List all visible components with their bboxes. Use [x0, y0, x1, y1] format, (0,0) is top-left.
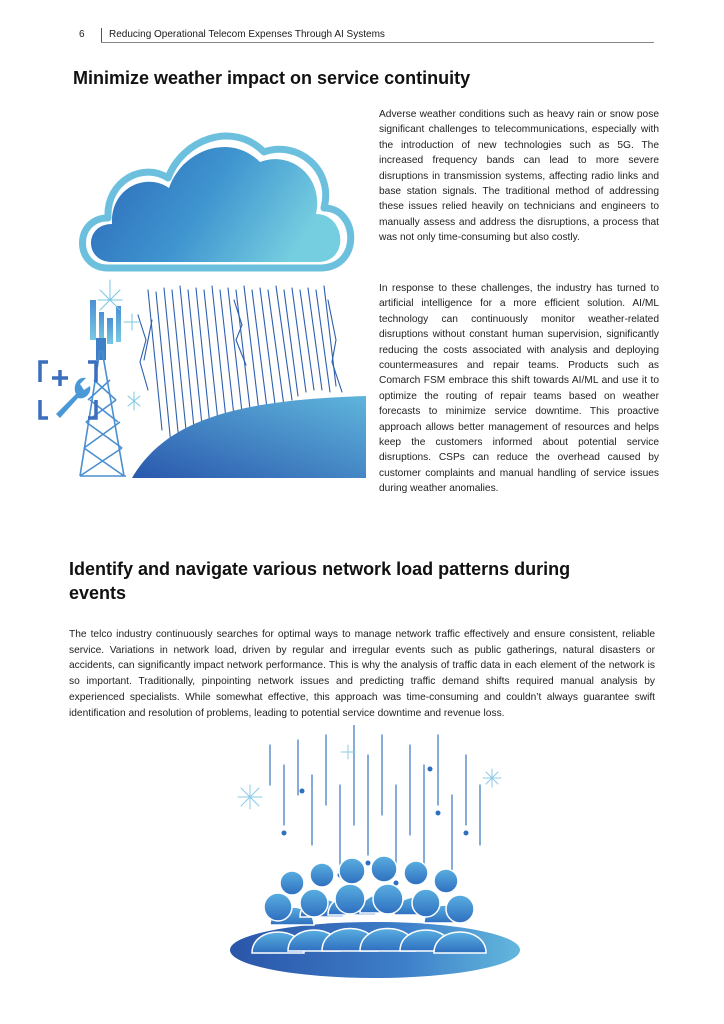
header-rule [101, 42, 654, 43]
weather-paragraph-1: Adverse weather conditions such as heavy rain or snow pose significant challenges to telecommunications, especially with the introduction of new technologies such as 5G. The increased frequency bands can lead to more severe disruptions in transmission systems, affecting radio links and base station signals. The traditional method of addressing these issues relied heavily on technicians and engineers to manually assess and address the disruptions, a process that was not only time-consuming but also costly. [379, 109, 659, 244]
header-separator [101, 28, 102, 43]
section-heading-weather: Minimize weather impact on service continuity [73, 68, 471, 88]
cloud-icon [83, 136, 351, 268]
wrench-icon [40, 362, 96, 418]
data-stream-icon [270, 725, 480, 875]
page-header [79, 28, 654, 44]
cell-tower-icon [80, 280, 140, 476]
page-number: 6 [79, 29, 85, 40]
network-load-paragraph: The telco industry continuously searches for optimal ways to manage network traffic effectively and ensure consistent, reliable service. Variations in network load, driven by regular and irregular events such as public gatherings, natural disasters or accidents, can significantly impact network performance. This is why the analysis of traffic data in each element of the network is so important. Traditionally, pinpointing network issues and predicting traffic demand shifts required manual analysis by experienced specialists. While somewhat effective, this approach was time-consuming and couldn’t always guarantee swift identification and resolution of problems, leading to potential service downtime and revenue loss. [69, 629, 655, 719]
running-title: Reducing Operational Telecom Expenses Through AI Systems [109, 29, 385, 40]
weather-illustration [36, 100, 366, 484]
crowd-illustration [230, 725, 520, 980]
section-heading-network-load: Identify and navigate various network load patterns during events [69, 559, 571, 603]
crowd-icon [252, 856, 486, 953]
weather-paragraph-2: In response to these challenges, the industry has turned to artificial intelligence for a more efficient solution. AI/ML technology can continuously monitor weather-related disruptions without constant human supervision, significantly reducing the costs associated with analysis and deploying countermeasures and repair teams. Products such as Comarch FSM embrace this shift towards AI/ML and use it to optimize the routing of repair teams based on weather forecasts to minimize service downtime. This proactive approach allows better management of resources and helps keep the customers informed about potential service disruptions. CSPs can reduce the overhead caused by customer complaints and manual handling of service issues during weather anomalies. [379, 283, 659, 495]
